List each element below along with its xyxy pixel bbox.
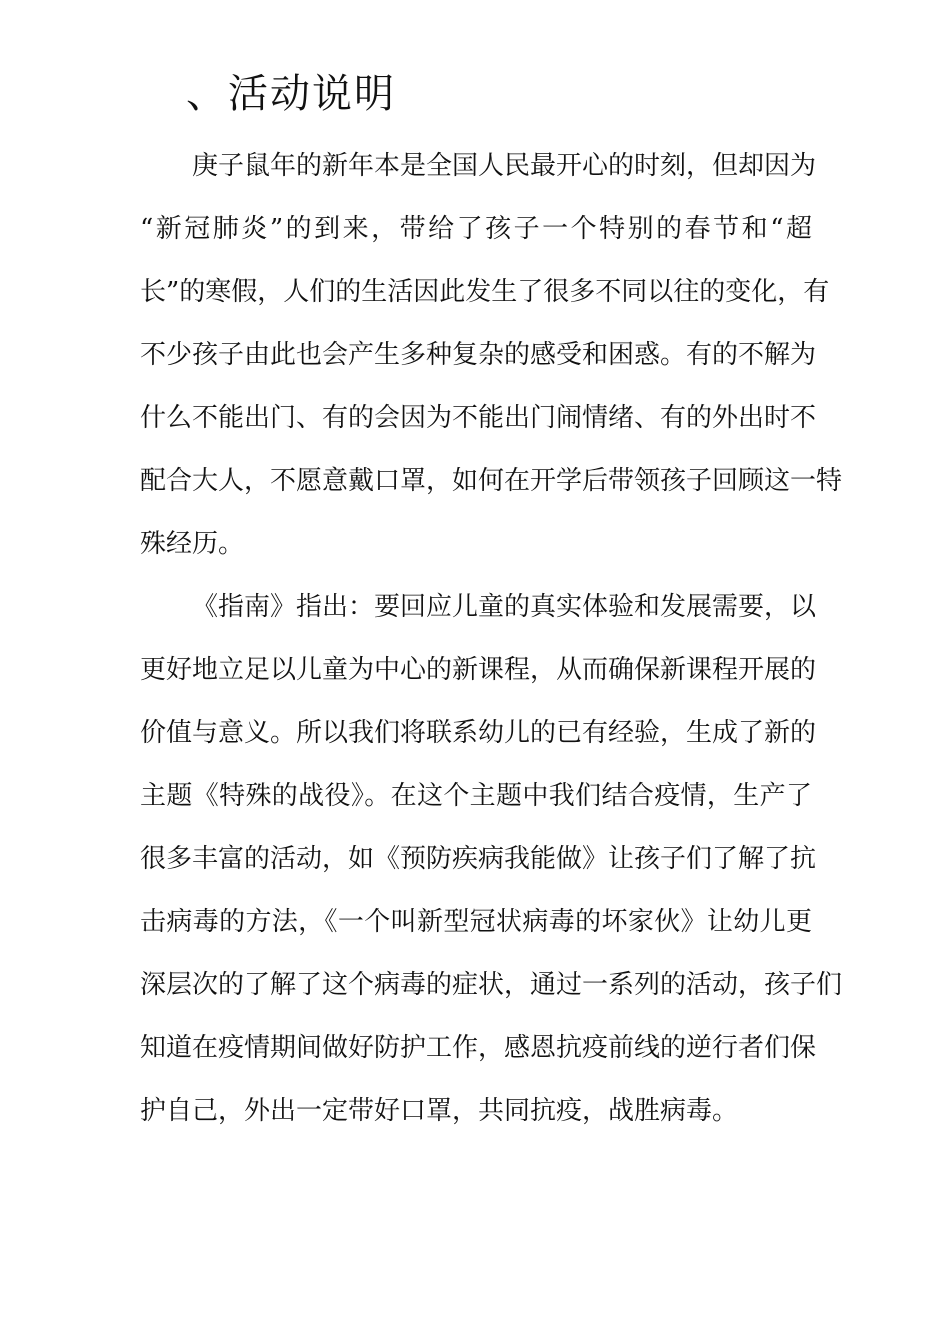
paragraph-2-line-4: 主题《特殊的战役》。在这个主题中我们结合疫情，生产了 (140, 781, 812, 811)
paragraph-1-line-1: 庚子鼠年的新年本是全国人民最开心的时刻，但却因为 (192, 151, 817, 181)
paragraph-1-line-5: 什么不能出门、有的会因为不能出门闹情绪、有的外出时不 (140, 403, 817, 433)
paragraph-1-line-4: 不少孩子由此也会产生多种复杂的感受和困惑。有的不解为 (140, 340, 817, 370)
paragraph-2-line-5: 很多丰富的活动，如《预防疾病我能做》让孩子们了解了抗 (140, 844, 817, 874)
paragraph-1-line-7: 殊经历。 (140, 529, 245, 559)
paragraph-2-line-2: 更好地立足以儿童为中心的新课程，从而确保新课程开展的 (140, 655, 817, 685)
paragraph-1-line-3: 长”的寒假，人们的生活因此发生了很多不同以往的变化，有 (140, 277, 830, 307)
paragraph-2-line-9: 护自己，外出一定带好口罩，共同抗疫，战胜病毒。 (140, 1096, 739, 1126)
paragraph-2-line-1: 《指南》指出：要回应儿童的真实体验和发展需要，以 (192, 592, 817, 622)
paragraph-2-line-6: 击病毒的方法，《一个叫新型冠状病毒的坏家伙》让幼儿更 (140, 907, 812, 937)
paragraph-2-line-8: 知道在疫情期间做好防护工作，感恩抗疫前线的逆行者们保 (140, 1033, 817, 1063)
paragraph-2-line-7: 深层次的了解了这个病毒的症状，通过一系列的活动，孩子们 (140, 970, 843, 1000)
paragraph-1-line-2: “新冠肺炎”的到来，带给了孩子一个特别的春节和“超 (140, 214, 812, 244)
section-heading: 、活动说明 (186, 71, 396, 117)
paragraph-1-line-6: 配合大人，不愿意戴口罩，如何在开学后带领孩子回顾这一特 (140, 466, 843, 496)
paragraph-2-line-3: 价值与意义。所以我们将联系幼儿的已有经验，生成了新的 (140, 718, 817, 748)
